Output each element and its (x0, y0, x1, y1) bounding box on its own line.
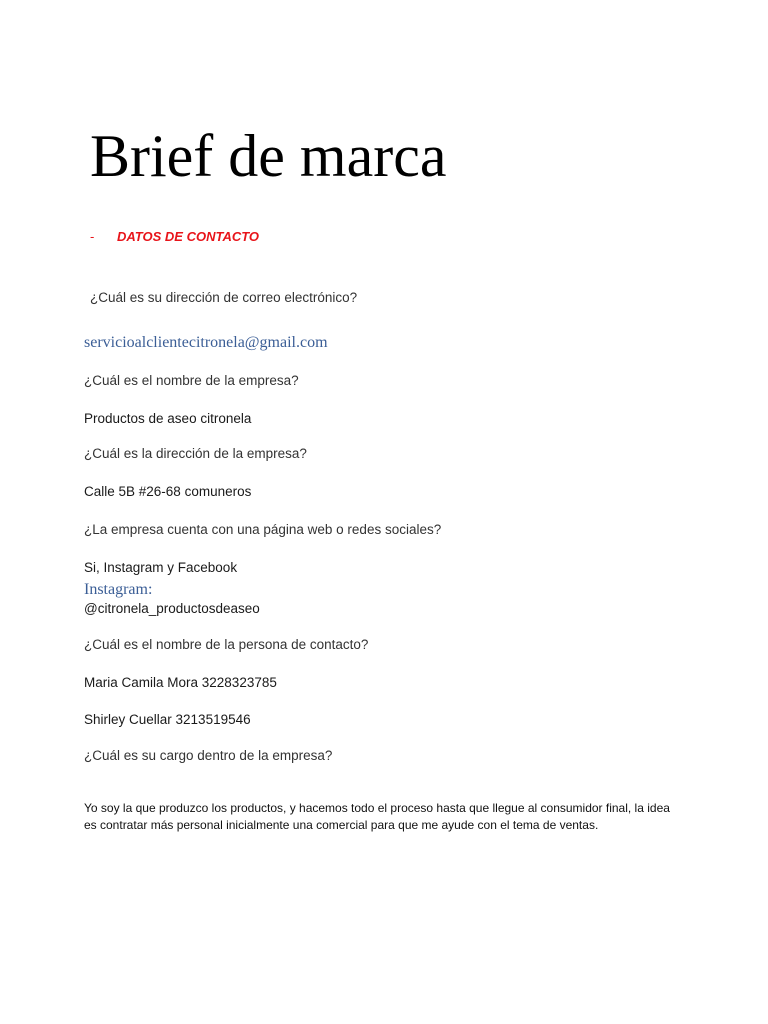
answer-company-name: Productos de aseo citronela (84, 411, 252, 426)
question-role: ¿Cuál es su cargo dentro de la empresa? (84, 748, 333, 763)
question-company-name: ¿Cuál es el nombre de la empresa? (84, 373, 299, 388)
answer-contact-2: Shirley Cuellar 3213519546 (84, 712, 251, 727)
answer-web: Si, Instagram y Facebook (84, 560, 238, 575)
answer-company-address: Calle 5B #26-68 comuneros (84, 484, 252, 499)
question-contact-person: ¿Cuál es el nombre de la persona de contacto? (84, 637, 369, 652)
answer-role: Yo soy la que produzco los productos, y hacemos todo el proceso hasta que llegue al consumidor final, la idea es contratar más personal inicialmente una comercial para que me ayude con el tema de ventas. (84, 801, 670, 832)
document-title: Brief de marca (90, 123, 447, 189)
answer-email: servicioalclientecitronela@gmail.com (84, 334, 328, 351)
answer-contact-1: Maria Camila Mora 3228323785 (84, 675, 277, 690)
instagram-handle: @citronela_productosdeaseo (84, 601, 260, 616)
question-company-address: ¿Cuál es la dirección de la empresa? (84, 446, 307, 461)
section-heading: DATOS DE CONTACTO (117, 229, 260, 244)
section-bullet: - (90, 229, 95, 244)
instagram-label: Instagram: (84, 581, 153, 598)
question-email: ¿Cuál es su dirección de correo electrónico? (90, 290, 358, 305)
question-web: ¿La empresa cuenta con una página web o redes sociales? (84, 522, 442, 537)
